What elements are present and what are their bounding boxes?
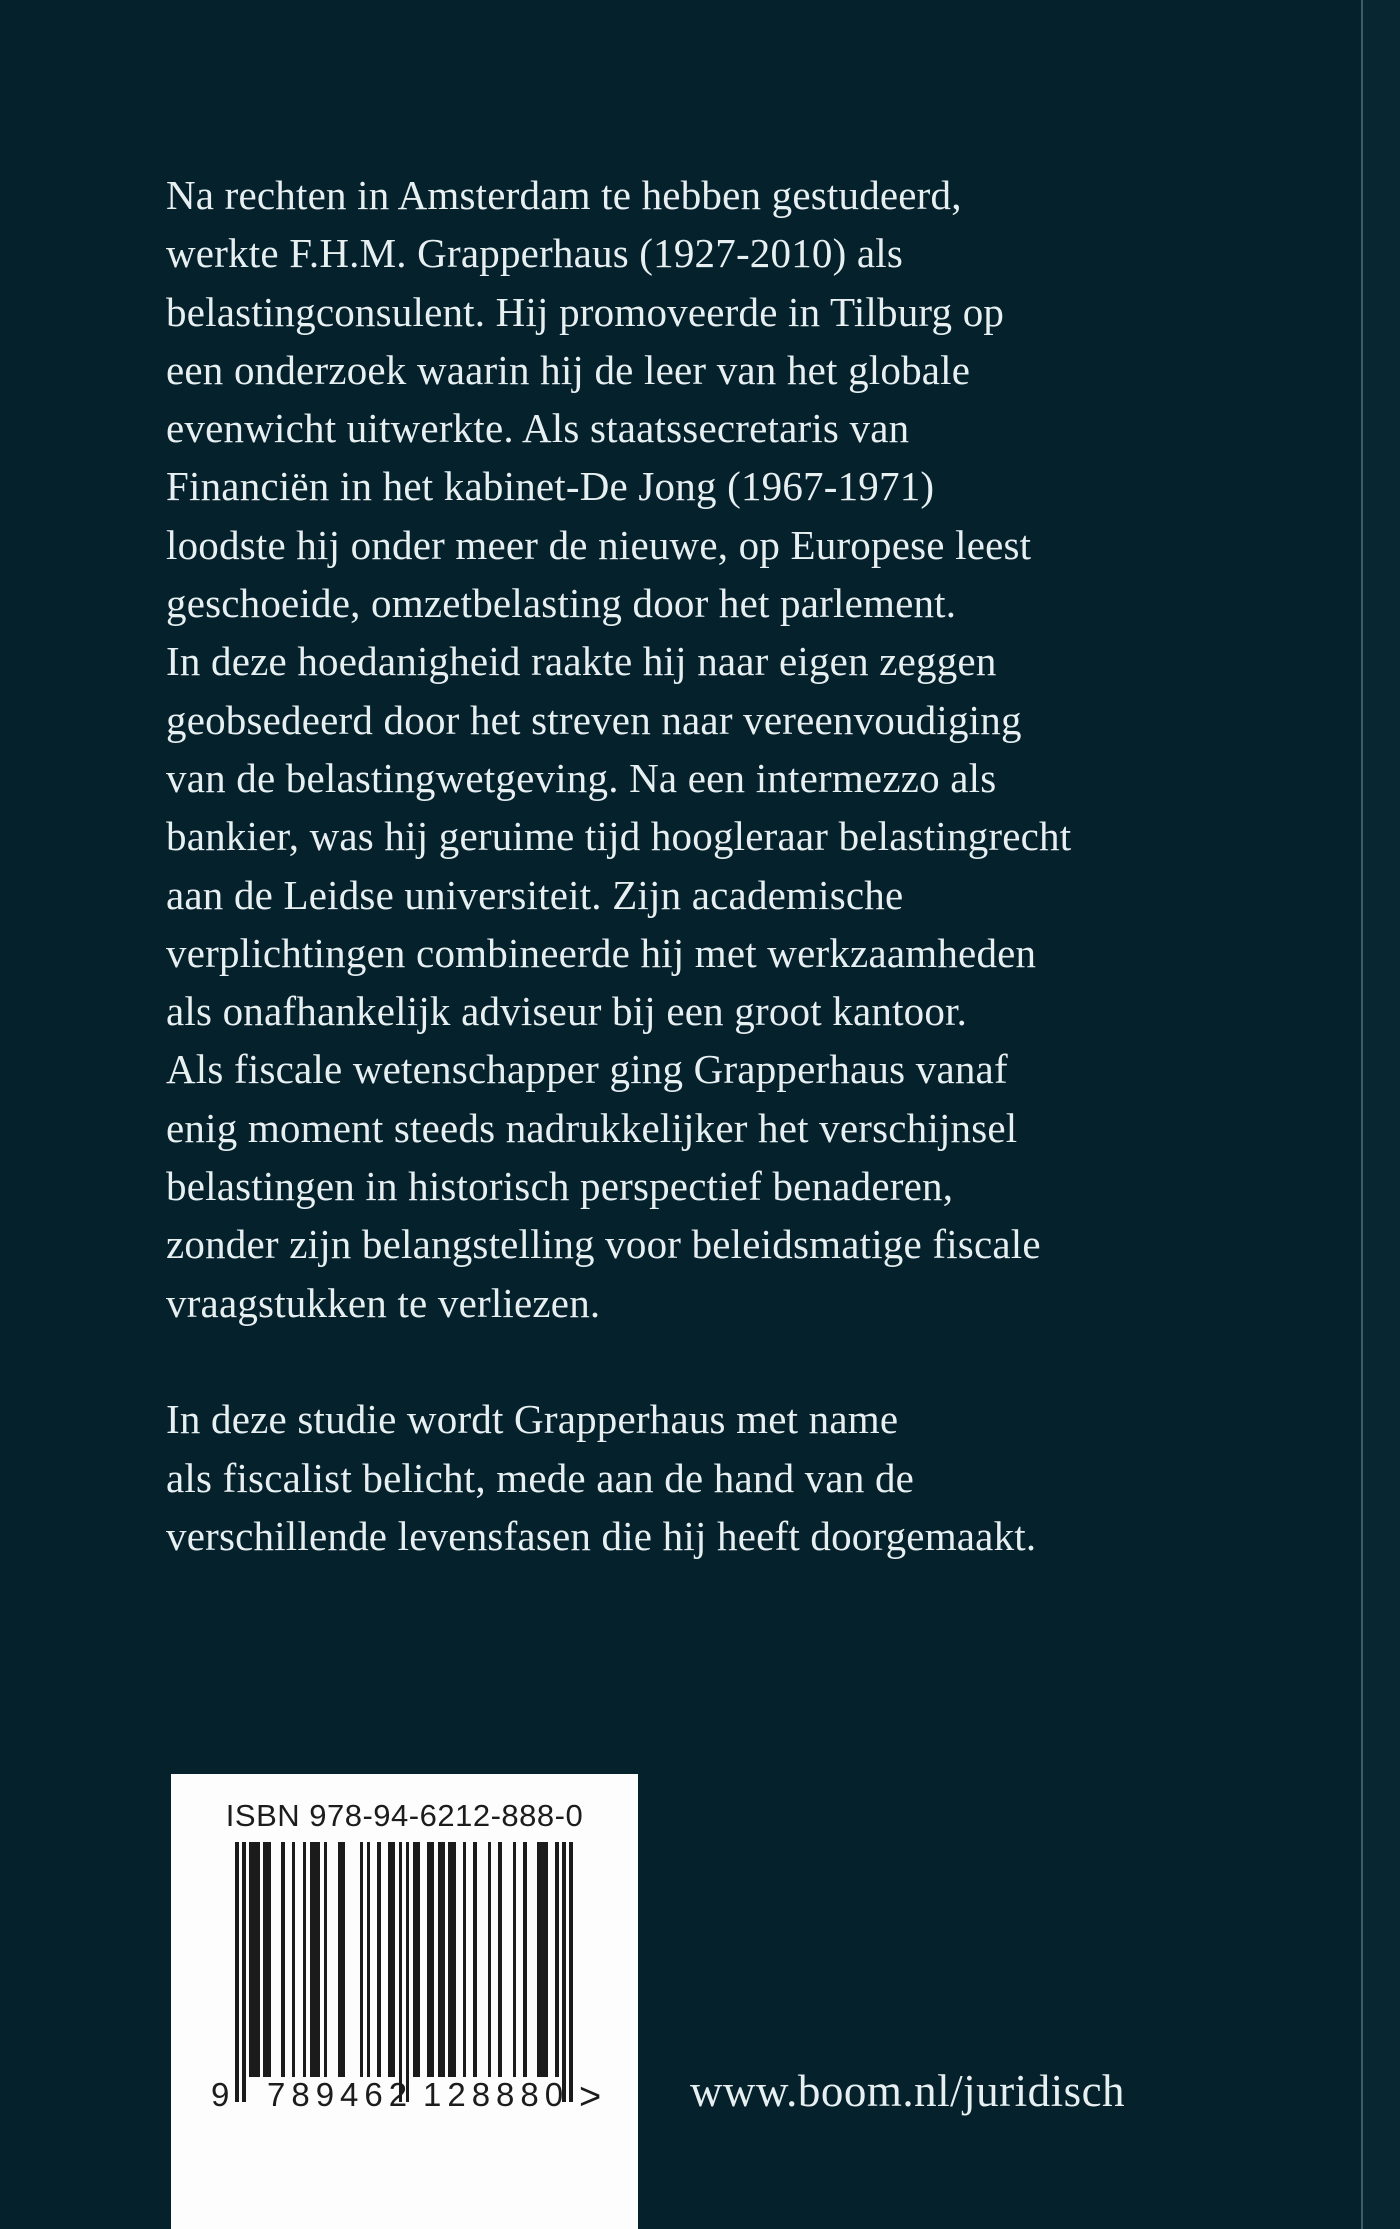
blurb-line: Na rechten in Amsterdam te hebben gestudeerd, bbox=[166, 172, 962, 218]
barcode-lead-digit: 9 bbox=[211, 2076, 230, 2113]
isbn-barcode-panel bbox=[171, 1774, 638, 2229]
blurb-line: geschoeide, omzetbelasting door het parlement. bbox=[166, 580, 957, 627]
blurb-line: Financiën in het kabinet-De Jong (1967-1971) bbox=[166, 463, 935, 510]
barcode-bar bbox=[523, 1842, 527, 2077]
blurb-line: geobsedeerd door het streven naar vereenvoudiging bbox=[166, 696, 1022, 743]
barcode-digits-row bbox=[171, 2074, 638, 2116]
barcode-bar bbox=[342, 1842, 346, 2077]
blurb-line: bankier, was hij geruime tijd hoogleraar belastingrecht bbox=[166, 813, 1072, 860]
blurb-line: enig moment steeds nadrukkelijker het verschijnsel bbox=[166, 1104, 1018, 1151]
barcode-bar bbox=[498, 1842, 502, 2077]
blurb-line: een onderzoek waarin hij de leer van het globale bbox=[166, 346, 971, 393]
blurb-line: werkte F.H.M. Grapperhaus (1927-2010) als bbox=[166, 230, 904, 277]
barcode-bar bbox=[392, 1842, 396, 2077]
barcode-bar bbox=[292, 1842, 296, 2077]
barcode-bar bbox=[360, 1842, 364, 2077]
blurb-line: vraagstukken te verliezen. bbox=[166, 1279, 601, 1326]
blurb-line: belastingen in historisch perspectief benaderen, bbox=[166, 1163, 954, 1210]
barcode-bar bbox=[452, 1842, 456, 2077]
blurb-line: als fiscalist belicht, mede aan de hand van de bbox=[166, 1454, 915, 1501]
barcode-bar bbox=[562, 1842, 566, 2102]
barcode-bar bbox=[569, 1842, 573, 2102]
barcode-bar bbox=[242, 1842, 246, 2102]
barcode-bar bbox=[555, 1842, 559, 2077]
barcode-digits-group2: 128880 bbox=[423, 2076, 570, 2113]
barcode-bar bbox=[488, 1842, 492, 2077]
blurb-line: In deze hoedanigheid raakte hij naar eigen zeggen bbox=[166, 638, 997, 685]
blurb-line bbox=[166, 1332, 1071, 1390]
blurb-line: verschillende levensfasen die hij heeft doorgemaakt. bbox=[166, 1512, 1037, 1559]
blurb-line: zonder zijn belangstelling voor beleidsmatige fiscale bbox=[166, 1221, 1041, 1268]
barcode-bar bbox=[367, 1842, 371, 2077]
blurb-line: als onafhankelijk adviseur bij een groot kantoor. bbox=[166, 988, 968, 1035]
barcode-bar bbox=[441, 1842, 445, 2077]
barcode-bar bbox=[235, 1842, 239, 2102]
barcode-bar bbox=[281, 1842, 285, 2077]
barcode-bar bbox=[473, 1842, 477, 2077]
barcode-bar bbox=[267, 1842, 271, 2077]
publisher-url: www.boom.nl/juridisch bbox=[690, 2066, 1126, 2116]
blurb-line: evenwicht uitwerkte. Als staatssecretaris van bbox=[166, 405, 910, 452]
blurb-line: aan de Leidse universiteit. Zijn academische bbox=[166, 871, 904, 918]
isbn-label: ISBN 978-94-6212-888-0 bbox=[225, 1798, 584, 1833]
blurb-line: verplichtingen combineerde hij met werkzaamheden bbox=[166, 929, 1037, 976]
barcode-bar bbox=[406, 1842, 410, 2102]
barcode-bar bbox=[416, 1842, 420, 2077]
barcode-bar bbox=[431, 1842, 435, 2077]
barcode-bar bbox=[324, 1842, 328, 2077]
author-blurb-text bbox=[166, 166, 1071, 1565]
ean13-barcode bbox=[235, 1842, 573, 2102]
barcode-bar bbox=[377, 1842, 381, 2077]
cover-fold-line bbox=[1361, 0, 1363, 2229]
barcode-bar bbox=[256, 1842, 260, 2077]
blurb-line: In deze studie wordt Grapperhaus met name bbox=[166, 1396, 899, 1443]
blurb-line: van de belastingwetgeving. Na een intermezzo als bbox=[166, 754, 997, 801]
barcode-bar bbox=[317, 1842, 321, 2077]
barcode-bar bbox=[399, 1842, 403, 2102]
cover-right-edge-band bbox=[1363, 0, 1400, 2229]
blurb-line: belastingconsulent. Hij promoveerde in Tilburg op bbox=[166, 288, 1005, 335]
barcode-end-arrow: > bbox=[579, 2076, 602, 2118]
barcode-bar bbox=[545, 1842, 549, 2077]
barcode-digits-group1: 789462 bbox=[267, 2076, 414, 2113]
barcode-bar bbox=[513, 1842, 517, 2077]
barcode-bar bbox=[463, 1842, 467, 2077]
blurb-line: Als fiscale wetenschapper ging Grapperhaus vanaf bbox=[166, 1046, 1008, 1093]
blurb-line: loodste hij onder meer de nieuwe, op Europese leest bbox=[166, 521, 1032, 568]
barcode-bar bbox=[303, 1842, 307, 2077]
